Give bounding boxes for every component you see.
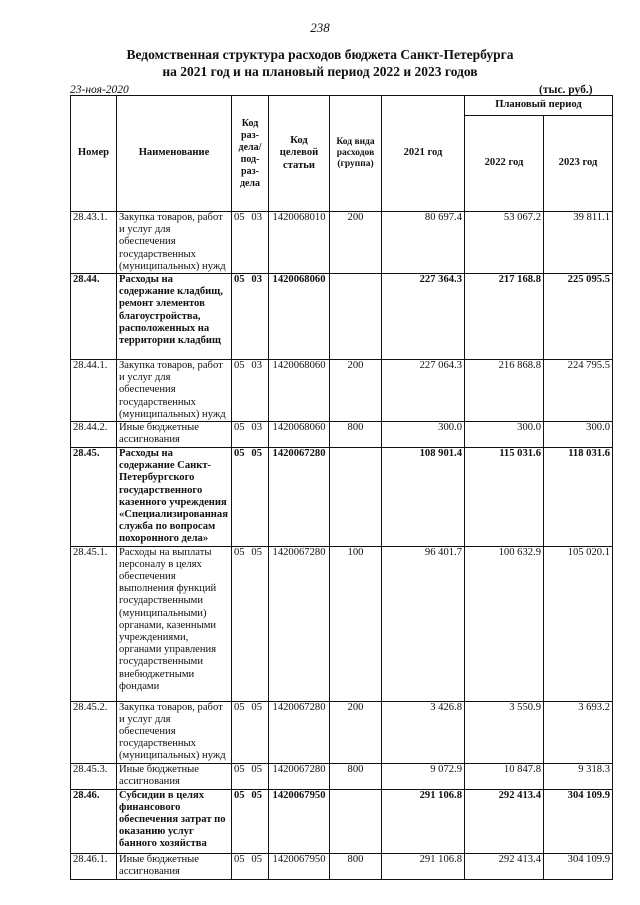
section-code: 05 <box>234 212 245 223</box>
row-section-code <box>232 853 269 879</box>
row-expense-type <box>330 448 382 547</box>
section-code: 05 <box>234 763 245 775</box>
row-expense-type: 800 <box>330 763 382 789</box>
row-amount-2023: 9 318.3 <box>544 763 613 789</box>
row-amount-2022: 100 632.9 <box>465 546 544 701</box>
row-amount-2021: 80 697.4 <box>382 212 465 274</box>
header-year-2023: 2023 год <box>544 116 613 212</box>
budget-table <box>70 95 613 880</box>
row-amount-2021: 96 401.7 <box>382 546 465 701</box>
header-section-code: Код раз- дела/ под- раз- дела <box>232 96 269 212</box>
header-year-2022: 2022 год <box>465 116 544 212</box>
section-code: 05 <box>234 789 245 801</box>
row-amount-2022: 3 550.9 <box>465 701 544 763</box>
row-amount-2023: 300.0 <box>544 422 613 448</box>
row-amount-2022: 115 031.6 <box>465 448 544 547</box>
row-amount-2021: 227 364.3 <box>382 274 465 360</box>
table-row <box>71 701 613 763</box>
row-number: 28.44.1. <box>71 360 117 422</box>
row-amount-2021: 291 106.8 <box>382 853 465 879</box>
section-code: 05 <box>234 853 245 865</box>
row-target-code: 1420067280 <box>269 546 330 701</box>
row-target-code: 1420068010 <box>269 212 330 274</box>
subsection-code: 05 <box>251 789 262 801</box>
row-amount-2022: 10 847.8 <box>465 763 544 789</box>
table-row <box>71 212 613 274</box>
section-code: 05 <box>234 422 245 434</box>
row-target-code: 1420067280 <box>269 701 330 763</box>
row-amount-2023: 304 109.9 <box>544 789 613 853</box>
row-expense-type <box>330 274 382 360</box>
row-name: Расходы на содержание Санкт-Петербургского государственного казенного учреждения «Специализированная служба по вопросам похоронного дела» <box>117 448 232 547</box>
row-amount-2023: 39 811.1 <box>544 212 613 274</box>
subsection-code: 03 <box>251 360 262 372</box>
row-amount-2021: 9 072.9 <box>382 763 465 789</box>
row-name: Иные бюджетные ассигнования <box>117 853 232 879</box>
row-expense-type: 800 <box>330 853 382 879</box>
row-number: 28.46.1. <box>71 853 117 879</box>
row-name: Расходы на содержание кладбищ, ремонт элементов благоустройства, расположенных на территории кладбищ <box>117 274 232 360</box>
row-name: Закупка товаров, работ и услуг для обеспечения государственных (муниципальных) нужд <box>117 701 232 763</box>
header-name: Наименование <box>117 96 232 212</box>
row-section-code <box>232 546 269 701</box>
row-name: Расходы на выплаты персоналу в целях обеспечения выполнения функций государственными (муниципальными) органами, казенными учреждениями, органами управления государственными внебюджетными фондами <box>117 546 232 701</box>
header-target-code: Код целевой статьи <box>269 96 330 212</box>
document-date: 23-ноя-2020 <box>70 84 129 96</box>
row-section-code <box>232 763 269 789</box>
row-amount-2023: 225 095.5 <box>544 274 613 360</box>
header-year-2021: 2021 год <box>382 96 465 212</box>
row-target-code: 1420068060 <box>269 274 330 360</box>
row-amount-2021: 3 426.8 <box>382 701 465 763</box>
row-target-code: 1420067280 <box>269 448 330 547</box>
section-code: 05 <box>234 448 245 460</box>
subsection-code: 03 <box>251 422 262 434</box>
row-target-code: 1420067280 <box>269 763 330 789</box>
row-amount-2023: 105 020.1 <box>544 546 613 701</box>
row-section-code <box>232 789 269 853</box>
row-section-code <box>232 701 269 763</box>
row-number: 28.45.3. <box>71 763 117 789</box>
row-name: Закупка товаров, работ и услуг для обеспечения государственных (муниципальных) нужд <box>117 360 232 422</box>
row-target-code: 1420067950 <box>269 853 330 879</box>
row-amount-2023: 224 795.5 <box>544 360 613 422</box>
row-amount-2022: 292 413.4 <box>465 853 544 879</box>
row-section-code <box>232 360 269 422</box>
table-row <box>71 422 613 448</box>
row-amount-2023: 118 031.6 <box>544 448 613 547</box>
row-name: Субсидии в целях финансового обеспечения затрат по оказанию услуг банного хозяйства <box>117 789 232 853</box>
row-amount-2022: 53 067.2 <box>465 212 544 274</box>
subsection-code: 05 <box>251 701 262 713</box>
row-amount-2021: 291 106.8 <box>382 789 465 853</box>
subsection-code: 03 <box>251 212 262 223</box>
header-number: Номер <box>71 96 117 212</box>
row-amount-2022: 217 168.8 <box>465 274 544 360</box>
row-number: 28.45.1. <box>71 546 117 701</box>
row-amount-2021: 300.0 <box>382 422 465 448</box>
row-section-code <box>232 448 269 547</box>
row-target-code: 1420068060 <box>269 360 330 422</box>
subsection-code: 05 <box>251 853 262 865</box>
section-code: 05 <box>234 546 245 558</box>
row-amount-2022: 292 413.4 <box>465 789 544 853</box>
header-planned-period: Плановый период <box>465 96 613 116</box>
title-line-2: на 2021 год и на плановый период 2022 и 2023 годов <box>162 64 478 79</box>
row-target-code: 1420067950 <box>269 789 330 853</box>
row-expense-type: 200 <box>330 212 382 274</box>
subsection-code: 05 <box>251 546 262 558</box>
subsection-code: 05 <box>251 763 262 775</box>
row-target-code: 1420068060 <box>269 422 330 448</box>
table-row <box>71 789 613 853</box>
row-amount-2022: 216 868.8 <box>465 360 544 422</box>
row-section-code <box>232 212 269 274</box>
row-expense-type: 200 <box>330 360 382 422</box>
row-number: 28.46. <box>71 789 117 853</box>
row-expense-type: 100 <box>330 546 382 701</box>
subsection-code: 05 <box>251 448 262 460</box>
row-number: 28.44.2. <box>71 422 117 448</box>
section-code: 05 <box>234 274 245 286</box>
row-amount-2021: 108 901.4 <box>382 448 465 547</box>
row-number: 28.43.1. <box>71 212 117 274</box>
section-code: 05 <box>234 360 245 372</box>
table-row <box>71 274 613 360</box>
table-row <box>71 546 613 701</box>
row-name: Иные бюджетные ассигнования <box>117 763 232 789</box>
row-expense-type: 200 <box>330 701 382 763</box>
row-amount-2022: 300.0 <box>465 422 544 448</box>
row-expense-type: 800 <box>330 422 382 448</box>
row-section-code <box>232 422 269 448</box>
row-section-code <box>232 274 269 360</box>
row-amount-2023: 304 109.9 <box>544 853 613 879</box>
row-number: 28.45.2. <box>71 701 117 763</box>
row-number: 28.45. <box>71 448 117 547</box>
row-expense-type <box>330 789 382 853</box>
row-amount-2021: 227 064.3 <box>382 360 465 422</box>
table-row <box>71 853 613 879</box>
table-row <box>71 360 613 422</box>
subsection-code: 03 <box>251 274 262 286</box>
section-code: 05 <box>234 701 245 713</box>
table-row <box>71 763 613 789</box>
header-expense-type: Код вида расходов (группа) <box>330 96 382 212</box>
page-number: 238 <box>310 20 330 35</box>
row-name: Иные бюджетные ассигнования <box>117 422 232 448</box>
row-name: Закупка товаров, работ и услуг для обеспечения государственных (муниципальных) нужд <box>117 212 232 274</box>
title-line-1: Ведомственная структура расходов бюджета Санкт-Петербурга <box>126 47 514 62</box>
row-amount-2023: 3 693.2 <box>544 701 613 763</box>
row-number: 28.44. <box>71 274 117 360</box>
units-label: (тыс. руб.) <box>539 84 593 96</box>
document-title <box>0 46 640 80</box>
table-row <box>71 448 613 547</box>
